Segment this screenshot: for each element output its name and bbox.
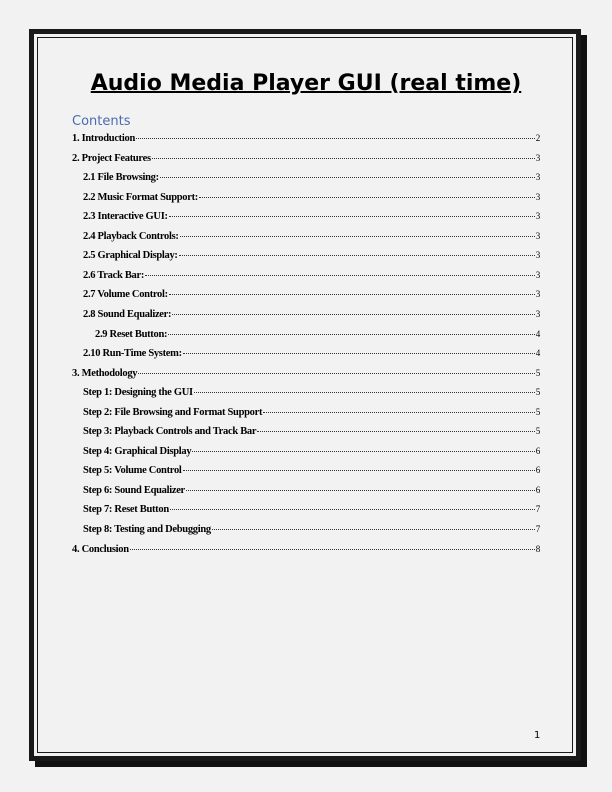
toc-entry-label: Step 1: Designing the GUI: [83, 387, 193, 399]
toc-entry-label: 3. Methodology: [72, 367, 138, 379]
toc-entry-label: Step 8: Testing and Debugging: [83, 524, 211, 535]
toc-entry-page: 5: [535, 367, 540, 378]
toc-entry-label: 2.7 Volume Control:: [83, 289, 168, 301]
toc-entry-page: 3: [535, 289, 540, 300]
toc-entry-page: 5: [535, 426, 540, 437]
toc-leader-dots: [145, 275, 535, 276]
toc-entry[interactable]: [83, 211, 540, 225]
toc-leader-dots: [169, 294, 535, 295]
toc-leader-dots: [212, 529, 535, 530]
document-title: Audio Media Player GUI (real time): [90, 71, 522, 96]
toc-entry-label: 2. Project Features: [72, 152, 151, 164]
toc-entry-page: 8: [535, 543, 540, 554]
toc-entry-page: 4: [535, 348, 540, 359]
toc-entry[interactable]: [83, 485, 540, 499]
toc-leader-dots: [183, 353, 535, 354]
toc-leader-dots: [180, 236, 535, 237]
toc-entry[interactable]: [83, 524, 540, 538]
toc-entry-label: 4. Conclusion: [72, 543, 129, 555]
toc-entry-label: 2.8 Sound Equalizer:: [83, 308, 172, 320]
toc-leader-dots: [152, 158, 535, 159]
toc-entry-page: 3: [535, 172, 540, 183]
toc-entry-label: 2.6 Track Bar:: [83, 269, 145, 281]
toc-entry-label: 2.10 Run-Time System:: [83, 348, 182, 360]
toc-entry-page: 4: [535, 328, 540, 339]
toc-entry-label: Step 6: Sound Equalizer: [83, 484, 185, 496]
toc-entry-label: 1. Introduction: [72, 133, 135, 144]
toc-entry[interactable]: [83, 407, 540, 421]
toc-entry-page: 7: [535, 504, 540, 515]
toc-entry-page: 5: [535, 406, 540, 417]
toc-entry-label: 2.9 Reset Button:: [95, 328, 168, 340]
toc-entry-page: 3: [535, 191, 540, 202]
toc-entry-label: 2.2 Music Format Support:: [83, 191, 198, 203]
toc-entry-page: 3: [535, 152, 540, 163]
toc-leader-dots: [168, 334, 535, 335]
toc-entry-page: 3: [535, 230, 540, 241]
toc-leader-dots: [138, 373, 535, 374]
toc-leader-dots: [170, 509, 535, 510]
toc-entry-page: 3: [535, 269, 540, 280]
toc-entry-page: 6: [535, 465, 540, 476]
toc-entry-page: 5: [535, 387, 540, 398]
toc-entry-page: 2: [535, 133, 540, 143]
toc-leader-dots: [186, 490, 535, 491]
toc-entry-label: Step 3: Playback Controls and Track Bar: [83, 426, 257, 438]
toc-entry[interactable]: [72, 368, 540, 382]
toc-entry-page: 7: [535, 524, 540, 534]
toc-entry[interactable]: [83, 426, 540, 440]
toc-entry[interactable]: [83, 446, 540, 460]
toc-leader-dots: [160, 177, 535, 178]
toc-entry[interactable]: [83, 387, 540, 401]
toc-entry-label: 2.4 Playback Controls:: [83, 230, 179, 242]
toc-entry-label: Step 7: Reset Button: [83, 504, 169, 516]
toc-entry-page: 3: [535, 308, 540, 319]
toc-entry[interactable]: [83, 231, 540, 245]
toc-entry[interactable]: [83, 348, 540, 362]
toc-entry[interactable]: [83, 504, 540, 518]
toc-entry[interactable]: [95, 329, 540, 343]
toc-leader-dots: [199, 197, 535, 198]
toc-entry-page: 3: [535, 250, 540, 261]
page-number: 1: [534, 730, 541, 741]
toc-entry-label: 2.1 File Browsing:: [83, 172, 159, 184]
toc-leader-dots: [130, 549, 535, 550]
toc-entry[interactable]: [83, 250, 540, 264]
toc-leader-dots: [257, 431, 535, 432]
toc-entry-page: 6: [535, 484, 540, 495]
toc-entry-label: Step 2: File Browsing and Format Support: [83, 406, 263, 418]
toc-leader-dots: [263, 412, 535, 413]
toc-leader-dots: [169, 216, 535, 217]
toc-entry[interactable]: [83, 172, 540, 186]
toc-entry[interactable]: [83, 465, 540, 479]
toc-entry-label: Step 5: Volume Control: [83, 465, 182, 477]
toc-entry-label: Step 4: Graphical Display: [83, 445, 192, 457]
toc-entry-label: 2.3 Interactive GUI:: [83, 211, 168, 223]
toc-entry[interactable]: [83, 289, 540, 303]
contents-heading: Contents: [72, 114, 131, 129]
toc-entry-page: 3: [535, 211, 540, 222]
toc-leader-dots: [183, 470, 535, 471]
toc-entry[interactable]: [72, 153, 540, 167]
toc-entry[interactable]: [72, 544, 540, 558]
toc-leader-dots: [136, 138, 535, 139]
toc-entry[interactable]: [83, 192, 540, 206]
toc-leader-dots: [172, 314, 535, 315]
toc-entry[interactable]: [83, 270, 540, 284]
toc-leader-dots: [179, 255, 535, 256]
toc-entry-label: 2.5 Graphical Display:: [83, 250, 178, 262]
toc-entry[interactable]: [72, 133, 540, 147]
toc-leader-dots: [194, 392, 535, 393]
toc-leader-dots: [192, 451, 534, 452]
toc-entry[interactable]: [83, 309, 540, 323]
toc-entry-page: 6: [535, 445, 540, 456]
